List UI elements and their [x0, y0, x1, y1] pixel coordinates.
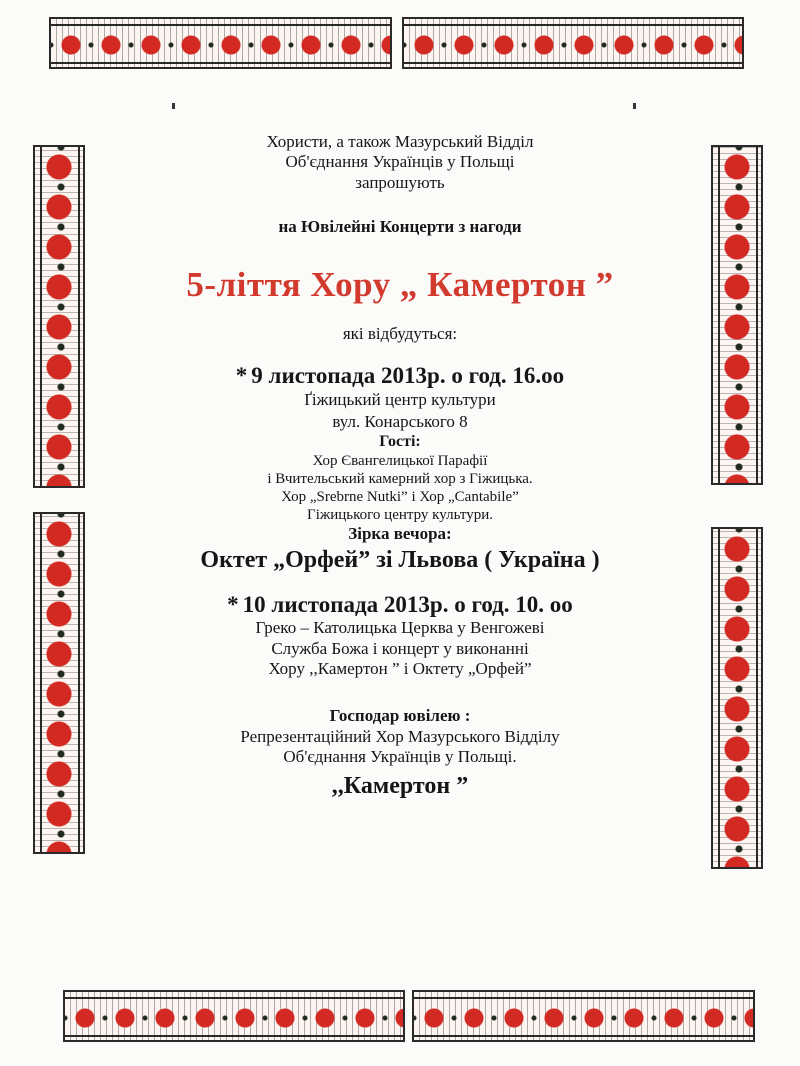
host-name: ,,Камертон ” — [331, 772, 469, 799]
event1-date: 9 листопада 2013р. о год. 16.оо — [251, 362, 565, 388]
invite-line-2: Об'єднання Українців у Польщі — [285, 152, 515, 172]
invite-line-5: які відбудуться: — [342, 323, 458, 343]
event1-star-label: Зірка вечора: — [348, 523, 452, 543]
corner-mark — [172, 103, 175, 109]
embroidery-border-bottom-right — [412, 990, 755, 1042]
invite-line-3: запрошують — [355, 172, 445, 192]
event1-place: Ґіжицький центр культури — [304, 389, 496, 409]
host-line-1: Репрезентаційний Хор Мазурського Відділу — [240, 726, 560, 746]
embroidery-border-right-lower — [711, 527, 763, 869]
invite-line-4: на Ювілейні Концерти з нагоди — [278, 217, 522, 237]
event1-guest-line: Гіжицького центру культури. — [307, 506, 493, 523]
event2-line: Хору ,,Камертон ” і Октету „Орфей” — [268, 659, 532, 679]
event1-guests-label: Гості: — [379, 433, 421, 451]
event1-star: * — [235, 362, 248, 388]
event1-guest-line: Хор „Srebrne Nutki” і Хор „Cantabile” — [281, 488, 519, 505]
event2-date-line — [110, 591, 690, 619]
invitation-text — [110, 128, 690, 800]
invite-line-1: Хористи, а також Мазурський Відділ — [266, 132, 534, 151]
event1-date-line — [110, 362, 690, 390]
embroidery-border-bottom-left — [63, 990, 405, 1042]
event-title: 5-ліття Хору „ Камертон ” — [186, 264, 614, 304]
embroidery-border-right-upper — [711, 145, 763, 485]
event1-guest-line: Хор Євангелицької Парафії — [312, 452, 488, 469]
event2-star: * — [227, 591, 239, 617]
event2-line: Служба Божа і концерт у виконанні — [271, 638, 529, 658]
event1-address: вул. Конарського 8 — [332, 411, 468, 431]
embroidery-border-top-right — [402, 17, 744, 69]
corner-mark — [633, 103, 636, 109]
event1-guest-line: і Вчительський камерний хор з Гіжицька. — [267, 470, 533, 487]
embroidery-border-left-lower — [33, 512, 85, 854]
event2-date: 10 листопада 2013р. о год. 10. оо — [242, 591, 573, 617]
event2-line: Греко – Католицька Церква у Венгожеві — [255, 618, 545, 638]
embroidery-border-top-left — [49, 17, 392, 69]
host-line-2: Об'єднання Українців у Польщі. — [283, 747, 517, 767]
event1-star-guest: Октет „Орфей” зі Львова ( Україна ) — [200, 546, 600, 573]
host-label: Господар ювілею : — [329, 706, 471, 726]
embroidery-border-left-upper — [33, 145, 85, 488]
